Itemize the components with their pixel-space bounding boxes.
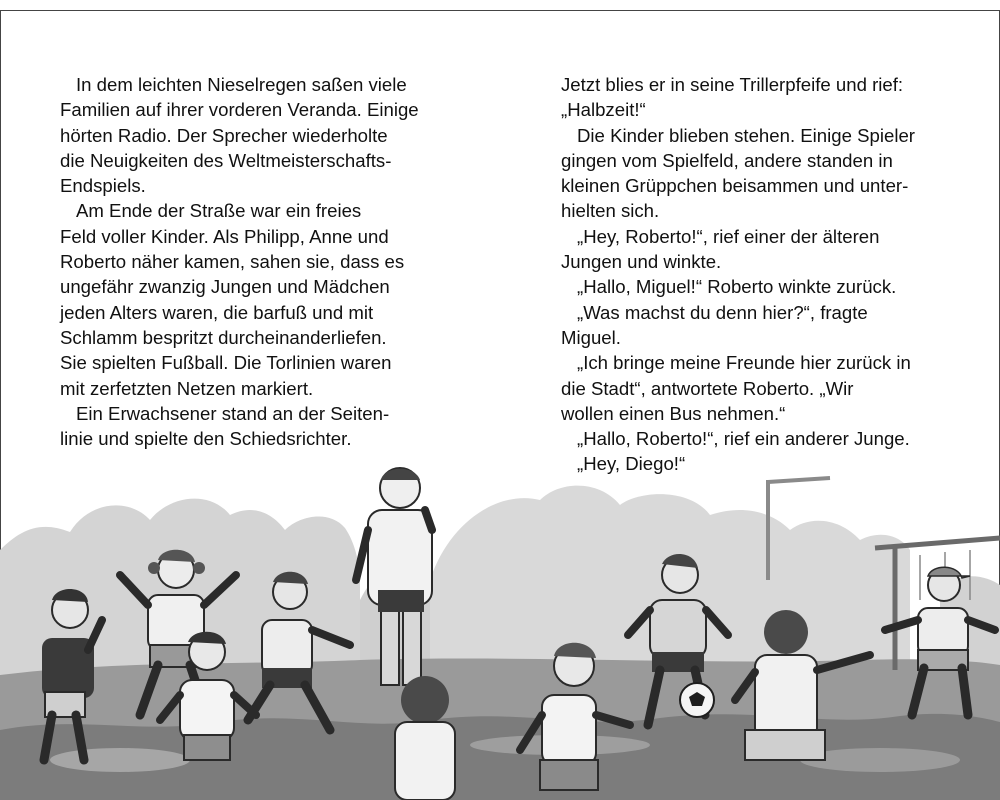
- text-line: „Hallo, Roberto!“, rief ein anderer Junge.: [577, 428, 910, 450]
- football: [680, 683, 714, 717]
- paragraph: [561, 274, 981, 299]
- text-line: hörten Radio. Der Sprecher wiederholte: [60, 124, 388, 146]
- football-illustration: [0, 460, 1000, 800]
- paragraph: [561, 426, 981, 451]
- text-line: kleinen Grüppchen beisammen und unter-: [561, 175, 909, 197]
- text-line: Jetzt blies er in seine Trillerpfeife und rief:: [561, 74, 904, 95]
- text-line: Familien auf ihrer vorderen Veranda. Einige: [60, 99, 419, 121]
- text-line: die Stadt“, antwortete Roberto. „Wir: [561, 377, 854, 399]
- text-line: die Neuigkeiten des Weltmeisterschafts-: [60, 149, 392, 171]
- text-line: Roberto näher kamen, sahen sie, dass es: [60, 251, 405, 273]
- text-line: linie und spielte den Schiedsrichter.: [60, 428, 352, 450]
- text-line: Sie spielten Fußball. Die Torlinien waren: [60, 352, 392, 374]
- text-line: hielten sich.: [561, 200, 660, 222]
- left-text-column: [60, 72, 480, 451]
- paragraph: [561, 224, 981, 275]
- paragraph: [60, 72, 480, 198]
- text-line: In dem leichten Nieselregen saßen viele: [76, 74, 407, 95]
- text-line: „Hallo, Miguel!“ Roberto winkte zurück.: [577, 276, 897, 298]
- text-line: „Was machst du denn hier?“, fragte: [577, 301, 868, 323]
- text-line: gingen vom Spielfeld, andere standen in: [561, 149, 893, 171]
- text-line: Am Ende der Straße war ein freies: [76, 200, 362, 222]
- paragraph: [60, 401, 480, 452]
- text-line: „Hey, Roberto!“, rief einer der älteren: [577, 225, 880, 247]
- text-line: Miguel.: [561, 326, 621, 348]
- text-line: mit zerfetzten Netzen markiert.: [60, 377, 314, 399]
- text-line: jeden Alters waren, die barfuß und mit: [60, 301, 374, 323]
- right-text-column: [561, 72, 981, 477]
- text-line: Jungen und winkte.: [561, 251, 722, 273]
- text-line: Schlamm bespritzt durcheinanderliefen.: [60, 326, 387, 348]
- paragraph: [561, 72, 981, 123]
- paragraph: [561, 300, 981, 351]
- text-line: Feld voller Kinder. Als Philipp, Anne und: [60, 225, 389, 247]
- paragraph: [60, 198, 480, 400]
- text-line: Endspiels.: [60, 175, 146, 197]
- text-line: „Ich bringe meine Freunde hier zurück in: [577, 352, 911, 374]
- child-figure-5: [395, 676, 455, 800]
- text-line: wollen einen Bus nehmen.“: [561, 402, 786, 424]
- text-line: Die Kinder blieben stehen. Einige Spieler: [577, 124, 916, 146]
- text-line: ungefähr zwanzig Jungen und Mädchen: [60, 276, 390, 298]
- page-border-top: [0, 10, 1000, 11]
- text-line: „Hey, Diego!“: [577, 453, 686, 475]
- paragraph: [561, 123, 981, 224]
- text-line: „Halbzeit!“: [561, 99, 646, 121]
- paragraph: [561, 350, 981, 426]
- text-line: Ein Erwachsener stand an der Seiten-: [76, 402, 390, 424]
